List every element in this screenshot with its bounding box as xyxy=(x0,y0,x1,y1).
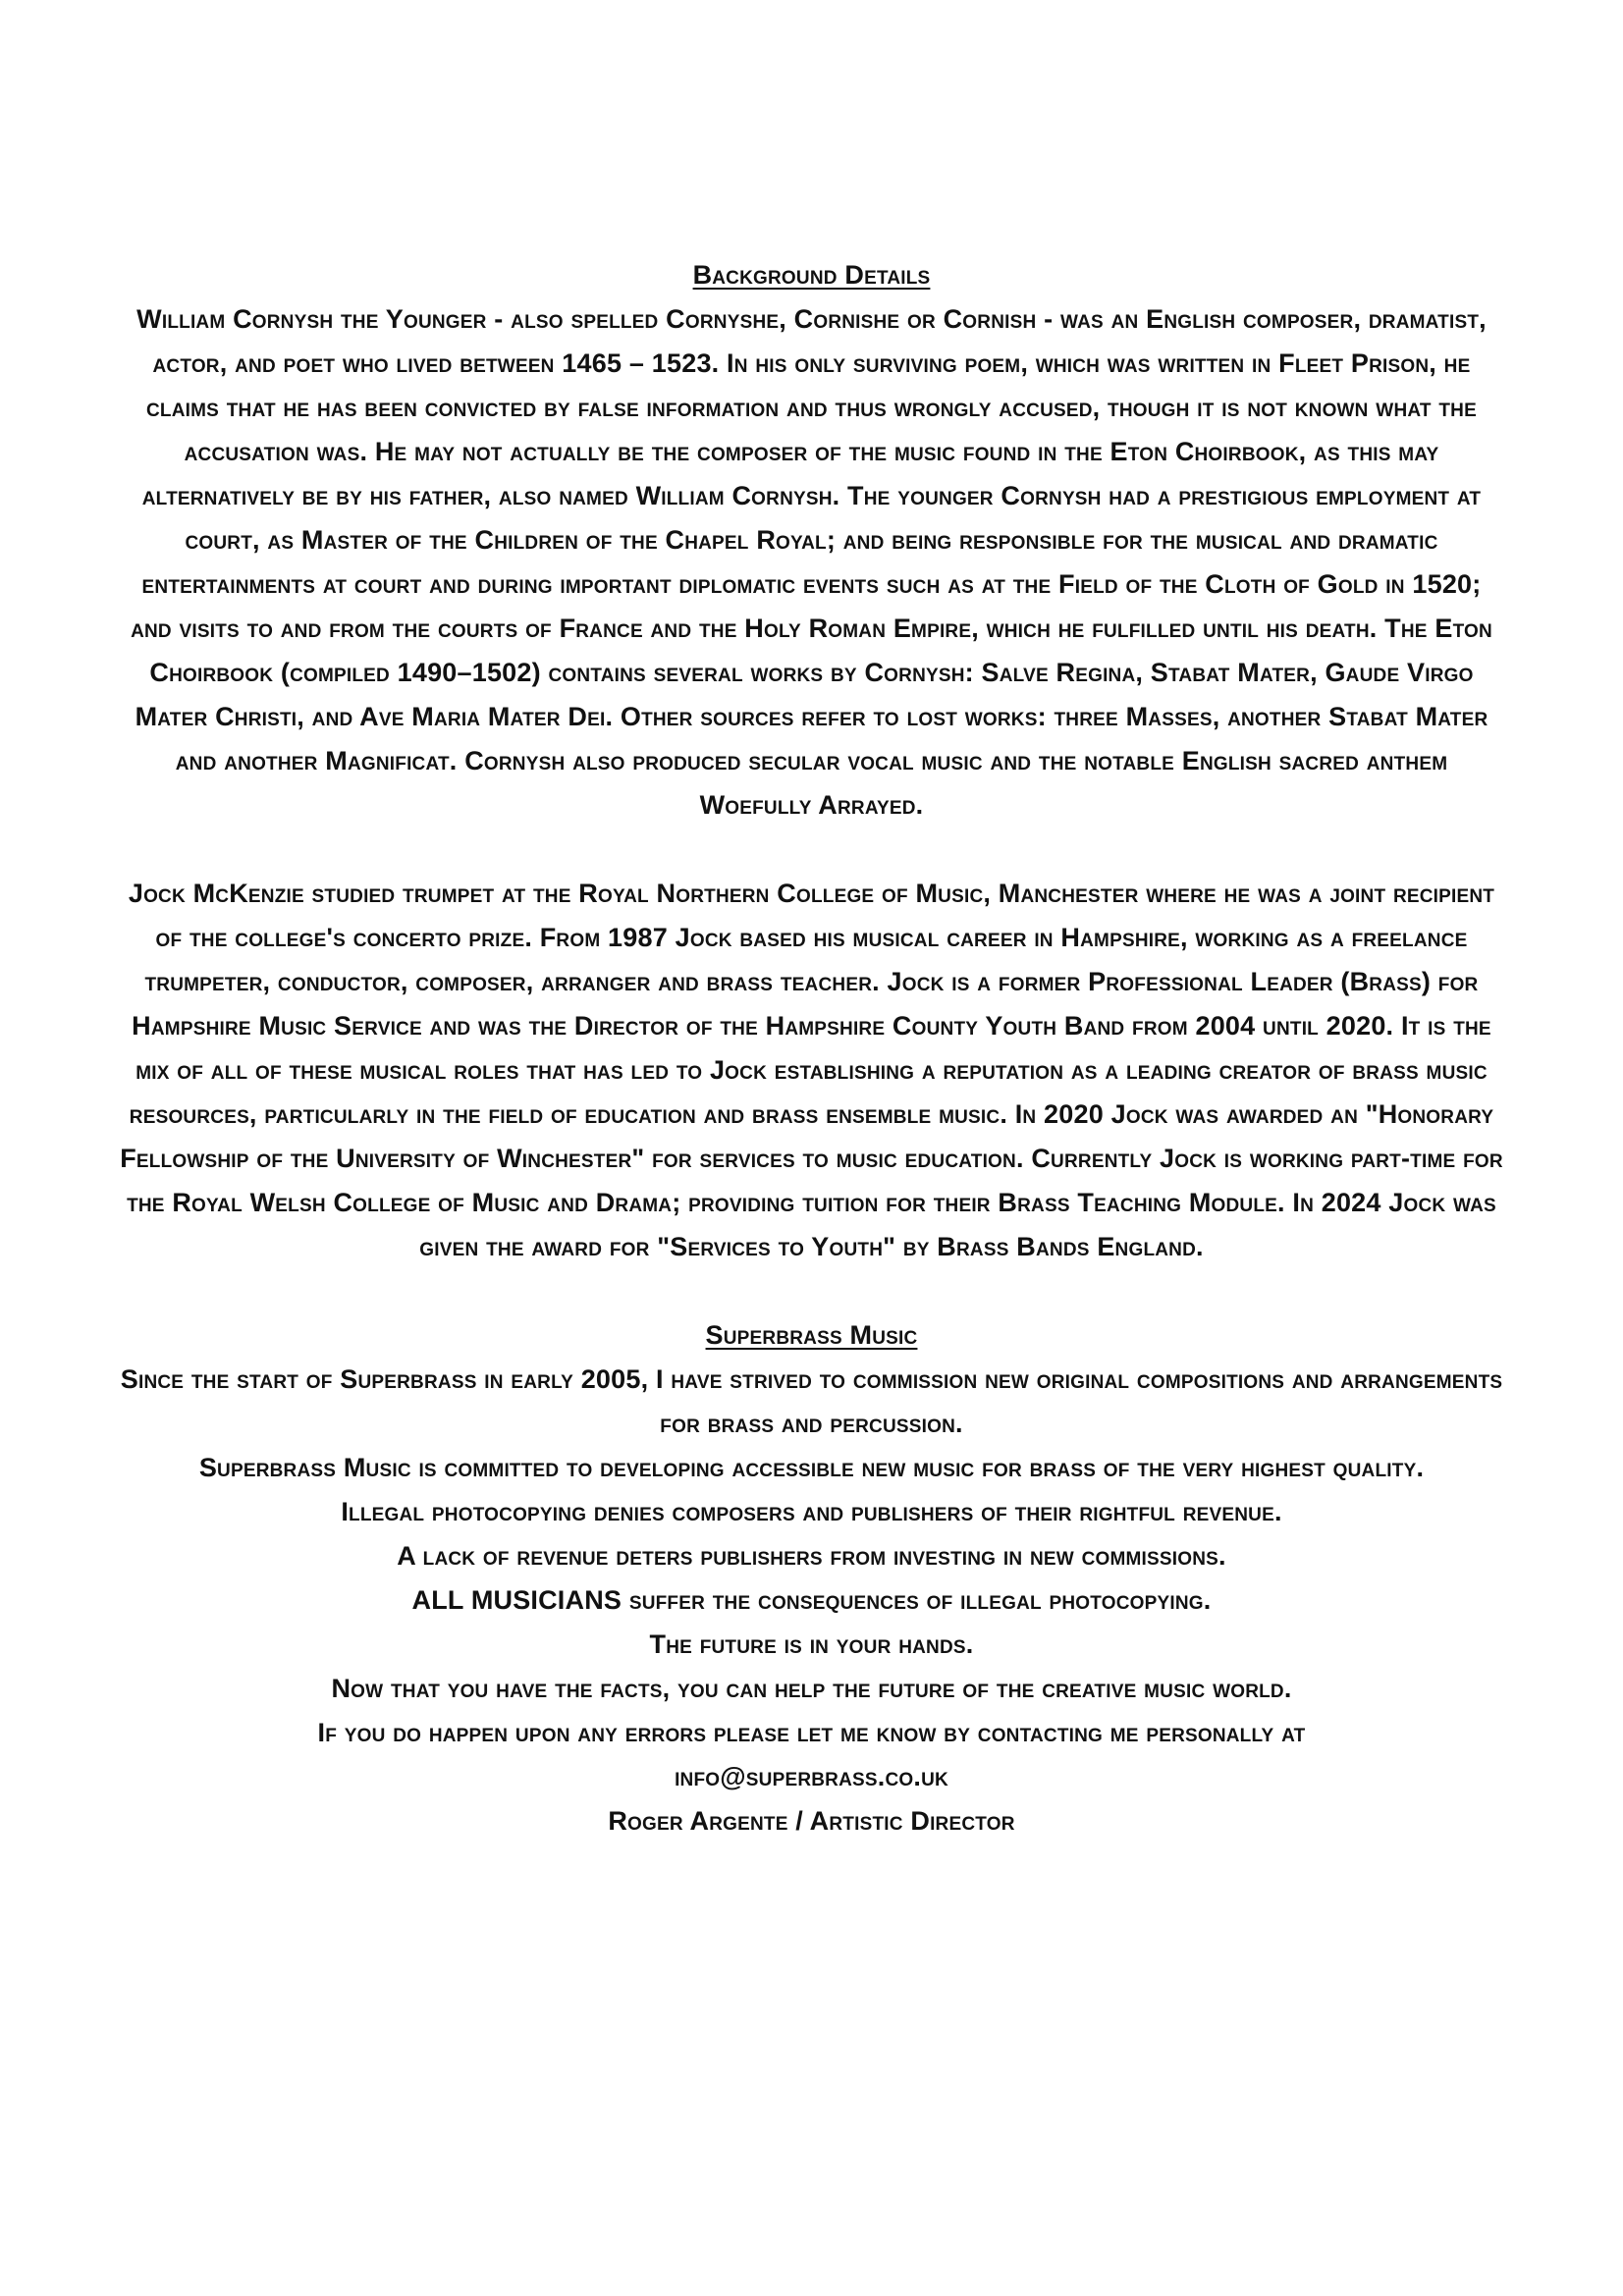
contact-email: info@superbrass.co.uk xyxy=(675,1762,948,1791)
future-line: The future is in your hands. xyxy=(649,1629,974,1659)
musicians-consequences-line xyxy=(118,1578,1505,1623)
facts-line: Now that you have the facts, you can help the future of the creative music world. xyxy=(331,1674,1292,1703)
background-details-heading: Background Details xyxy=(692,260,931,290)
signature-line: Roger Argente / Artistic Director xyxy=(608,1806,1015,1836)
errors-contact-line: If you do happen upon any errors please let me know by contacting me personally at xyxy=(317,1718,1306,1747)
section-spacer xyxy=(118,1269,1505,1313)
superbrass-mission-line: Since the start of Superbrass in early 2005, I have strived to commission new original compositions and arrangements for brass and percussion. xyxy=(120,1364,1503,1438)
mckenzie-biography-paragraph: Jock McKenzie studied trumpet at the Royal Northern College of Music, Manchester where he was a joint recipient of the college's concerto prize. From 1987 Jock based his musical career in Hampshire, working as a freelance trumpeter, conductor, composer, arranger and brass teacher. Jock is a former Professional Leader (Brass) for Hampshire Music Service and was the Director of the Hampshire County Youth Band from 2004 until 2020. It is the mix of all of these musical roles that has led to Jock establishing a reputation as a leading creator of brass music resources, particularly in the field of education and brass ensemble music. In 2020 Jock was awarded an "Honorary Fellowship of the University of Winchester" for services to music education. Currently Jock is working part-time for the Royal Welsh College of Music and Drama; providing tuition for their Brass Teaching Module. In 2024 Jock was given the award for "Services to Youth" by Brass Bands England. xyxy=(120,879,1503,1261)
document-page xyxy=(118,253,1505,1843)
revenue-commissions-line: A lack of revenue deters publishers from investing in new commissions. xyxy=(397,1541,1226,1571)
cornysh-biography-paragraph: William Cornysh the Younger - also spelled Cornyshe, Cornishe or Cornish - was an English composer, dramatist, actor, and poet who lived between 1465 – 1523. In his only surviving poem, which was written in Fleet Prison, he claims that he has been convicted by false information and thus wrongly accused, though it is not known what the accusation was. He may not actually be the composer of the music found in the Eton Choirbook, as this may alternatively be by his father, also named William Cornysh. The younger Cornysh had a prestigious employment at court, as Master of the Children of the Chapel Royal; and being responsible for the musical and dramatic entertainments at court and during important diplomatic events such as at the Field of the Cloth of Gold in 1520; and visits to and from the courts of France and the Holy Roman Empire, which he fulfilled until his death. The Eton Choirbook (compiled 1490–1502) contains several works by Cornysh: Salve Regina, Stabat Mater, Gaude Virgo Mater Christi, and Ave Maria Mater Dei. Other sources refer to lost works: three Masses, another Stabat Mater and another Magnificat. Cornysh also produced secular vocal music and the notable English sacred anthem Woefully Arrayed. xyxy=(131,304,1492,820)
consequences-text: suffer the consequences of illegal photocopying. xyxy=(622,1585,1212,1615)
superbrass-quality-line: Superbrass Music is committed to developing accessible new music for brass of the very highest quality. xyxy=(198,1453,1425,1482)
superbrass-music-heading: Superbrass Music xyxy=(705,1320,918,1350)
section-spacer xyxy=(118,828,1505,872)
photocopying-revenue-line: Illegal photocopying denies composers and publishers of their rightful revenue. xyxy=(341,1497,1282,1526)
all-musicians-emphasis: ALL MUSICIANS xyxy=(411,1585,622,1615)
